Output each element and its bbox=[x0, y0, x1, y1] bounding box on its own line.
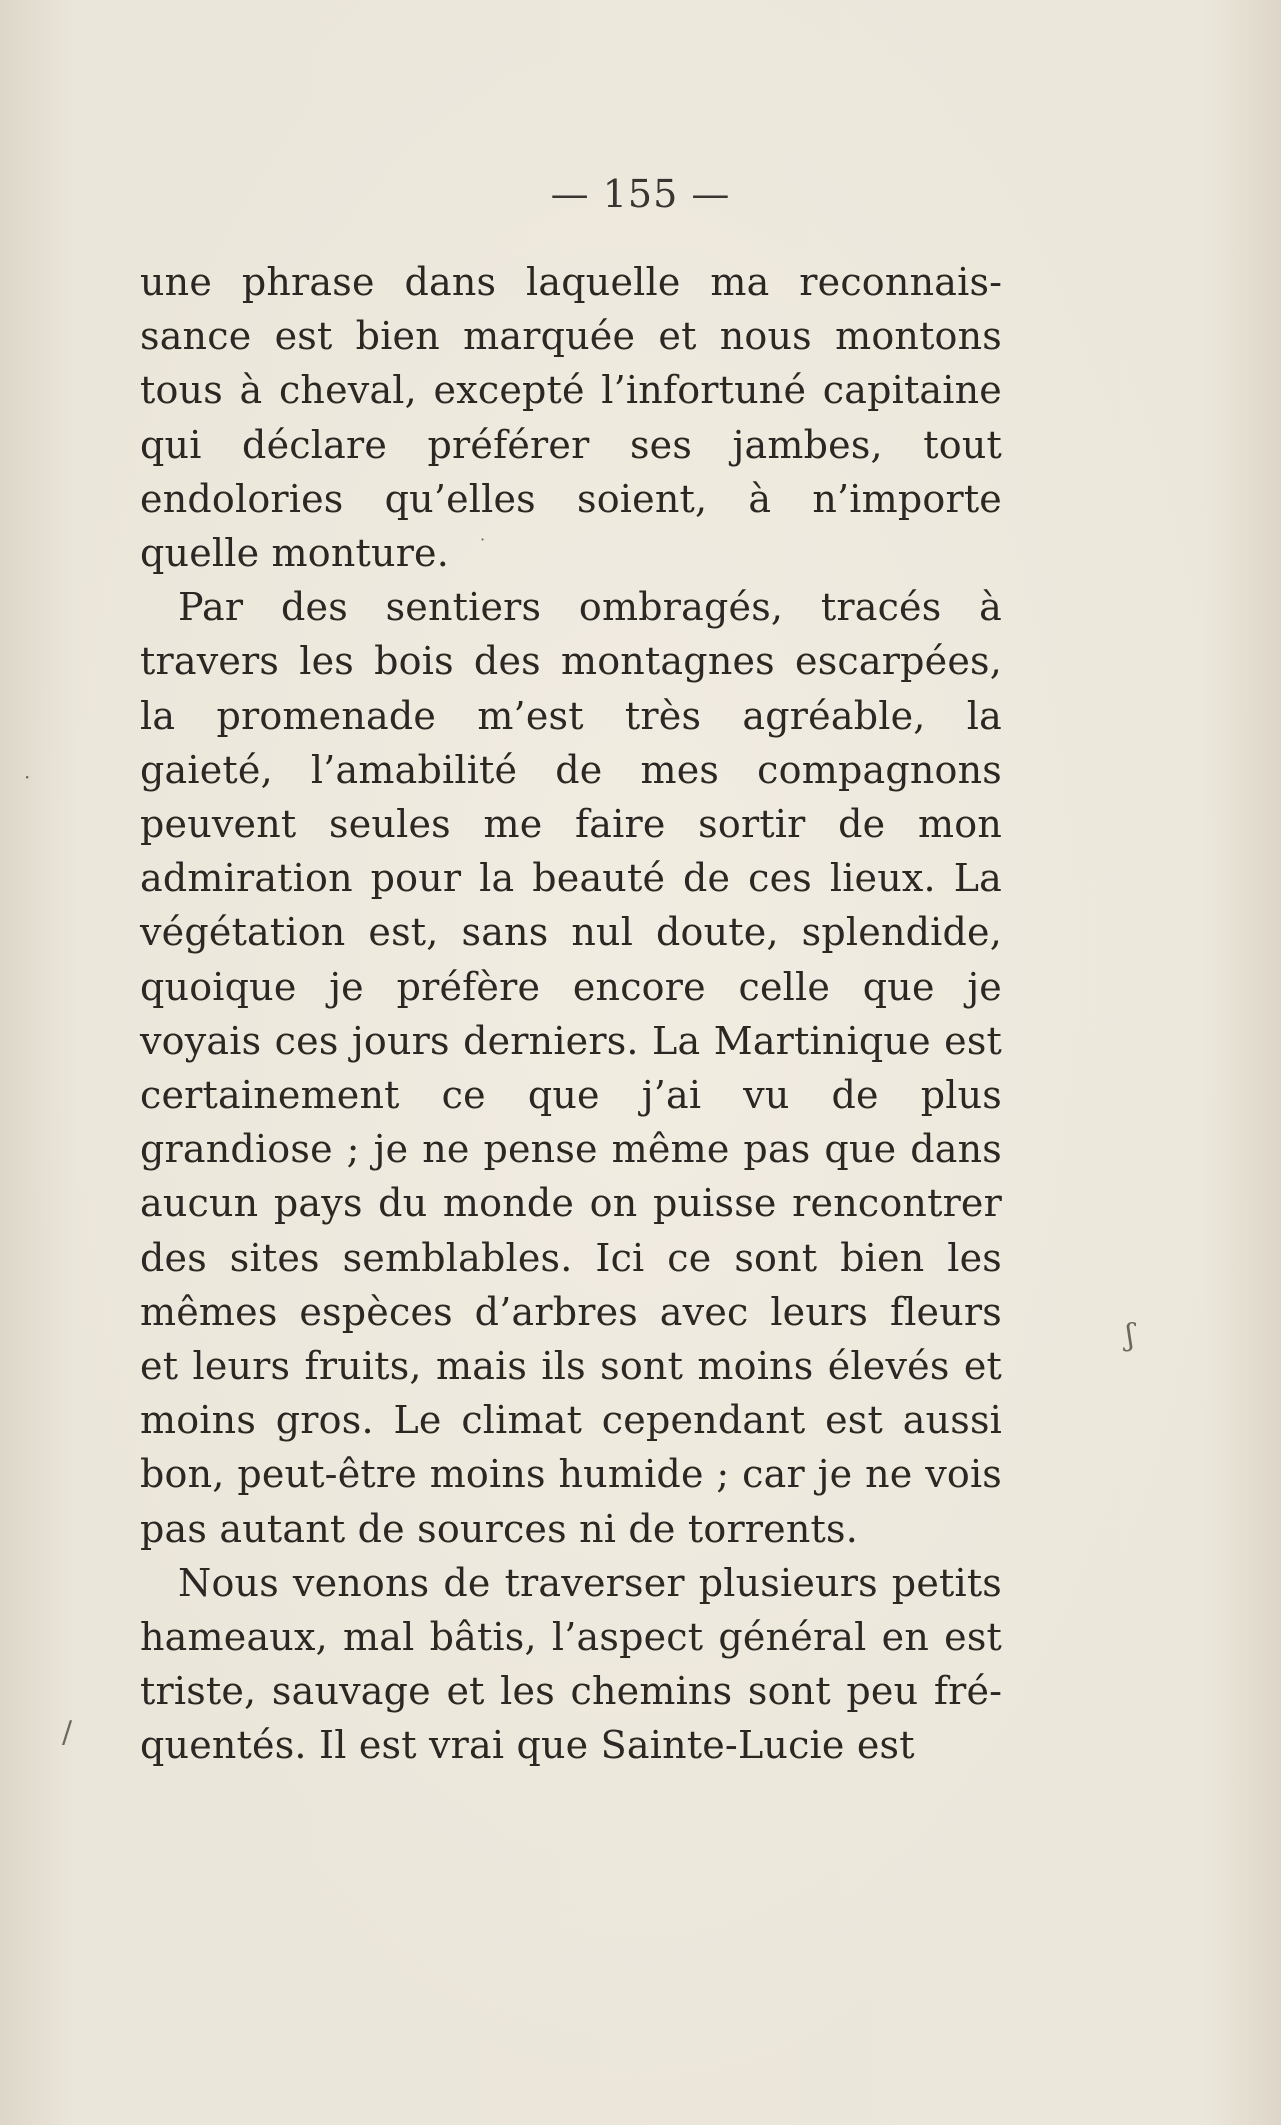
margin-stray-mark: ʃ bbox=[1126, 1318, 1135, 1353]
paragraph: Par des sentiers ombragés, tracés à travers les bois des montagnes escarpées, la promenade m’est très agréable, la gaieté, l’amabilité de mes compagnons peuvent seules me faire sortir de mon admiration pour la beauté de ces lieux. La végétation est, sans nul doute, splendide, quoique je préfère encore celle que je voyais ces jours derniers. La Martinique est certainement ce que j’ai vu de plus grandiose ; je ne pense même pas que dans aucun pays du monde on puisse rencontrer des sites semblables. Ici ce sont bien les mêmes espèces d’arbres avec leurs fleurs et leurs fruits, mais ils sont moins élevés et moins gros. Le climat cependant est aussi bon, peut-être moins humide ; car je ne vois pas autant de sources ni de torrents. bbox=[140, 585, 1002, 1551]
margin-stray-mark: · bbox=[24, 765, 31, 789]
page-number: — 155 — bbox=[550, 172, 731, 216]
paragraph-continued: une phrase dans laquelle ma reconnaissance est bien marquée et nous montons tous à cheval, excepté l’infortuné capitaine qui déclare préférer ses jambes, tout endolories qu’elles soient, à n’importe quelle monture. bbox=[140, 260, 1002, 576]
body-text bbox=[140, 255, 1002, 1773]
margin-stray-mark: / bbox=[62, 1715, 73, 1750]
margin-stray-mark: · bbox=[480, 530, 486, 549]
paragraph: Nous venons de traverser plusieurs petits hameaux, mal bâtis, l’aspect général en est triste, sauvage et les chemins sont peu fréquentés. Il est vrai que Sainte-Lucie est bbox=[140, 1560, 1002, 1768]
